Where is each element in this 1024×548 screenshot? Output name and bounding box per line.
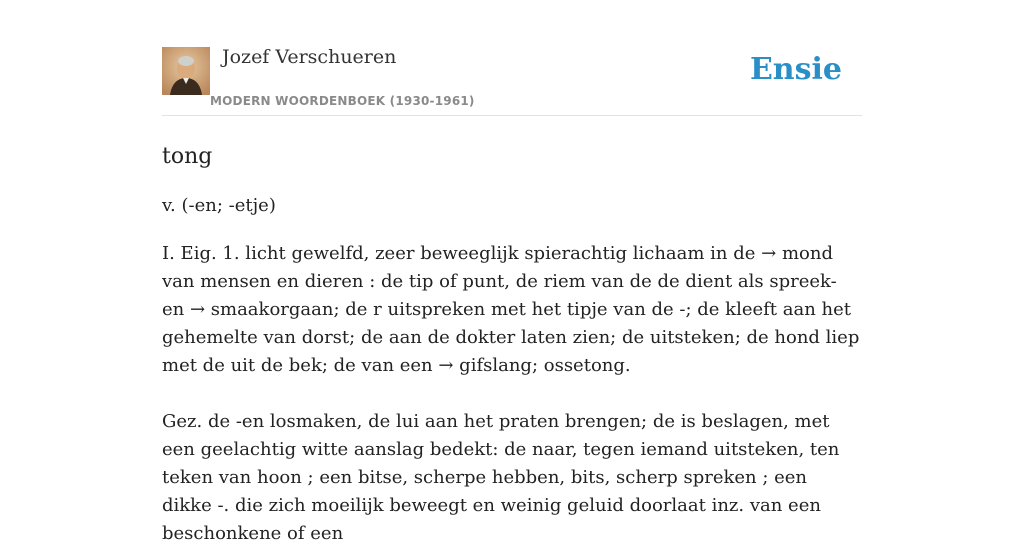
entry-grammar: v. (-en; -etje) — [162, 195, 276, 216]
entry-definition — [162, 240, 862, 548]
entry-page — [162, 0, 862, 548]
entry-term: tong — [162, 144, 213, 169]
dictionary-source[interactable]: MODERN WOORDENBOEK (1930-1961) — [210, 94, 475, 108]
definition-paragraph: Gez. de -en losmaken, de lui aan het praten brengen; de is beslagen, met een geelachtig witte aanslag bedekt: de naar, tegen iemand uitsteken, ten teken van hoon ; een bitse, scherpe hebben, bits, scherp spreken ; een dikke -. die zich moeilijk beweegt en weinig geluid doorlaat inz. van een beschonkene of een — [162, 411, 840, 544]
page-header — [162, 0, 862, 116]
author-name[interactable]: Jozef Verschueren — [222, 46, 397, 68]
ensie-logo[interactable]: Ensie — [749, 52, 842, 87]
portrait-photo-icon — [162, 47, 210, 95]
definition-paragraph: I. Eig. 1. licht gewelfd, zeer beweeglijk spierachtig lichaam in de → mond van mensen en dieren : de tip of punt, de riem van de de dient als spreek- en → smaakorgaan; de r uitspreken met het tipje van de -; de kleeft aan het gehemelte van dorst; de aan de dokter laten zien; de uitsteken; de hond liep met de uit de bek; de van een → gifslang; ossetong. — [162, 243, 860, 376]
author-avatar[interactable] — [162, 47, 210, 95]
